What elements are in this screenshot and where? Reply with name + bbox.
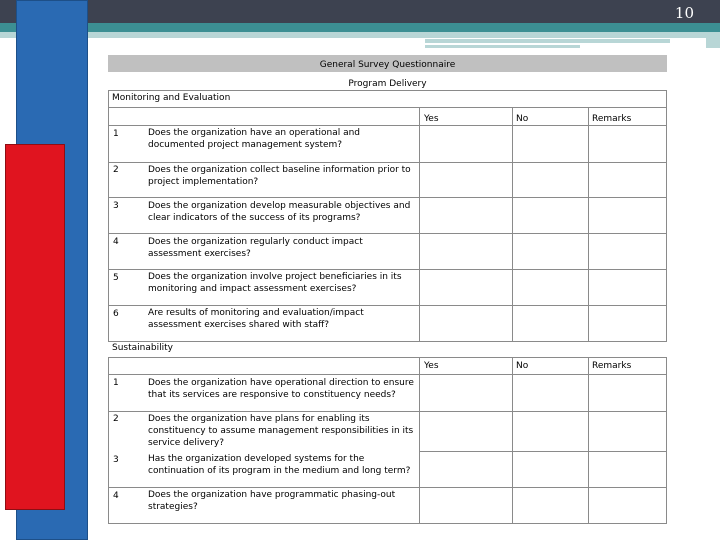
question-text: Does the organization collect baseline information prior to project implementation? — [148, 165, 411, 187]
header-yes: Yes — [424, 114, 439, 124]
header-no: No — [516, 361, 529, 371]
table-line — [108, 341, 667, 342]
question-number: 2 — [113, 165, 119, 175]
table-line — [108, 357, 667, 358]
question-number: 4 — [113, 491, 119, 501]
table-line — [588, 357, 589, 523]
table-line — [108, 233, 667, 234]
table-line — [108, 523, 667, 524]
table-line — [588, 107, 589, 341]
question-text: Are results of monitoring and evaluation/impact assessment exercises shared with staff? — [148, 308, 364, 330]
header-no: No — [516, 114, 529, 124]
table-line — [419, 451, 667, 452]
question-text: Does the organization involve project beneficiaries in its monitoring and impact assessment exercises? — [148, 272, 402, 294]
page-subtitle: Program Delivery — [348, 79, 427, 89]
accent-line — [706, 38, 720, 48]
light-stripe — [0, 32, 720, 38]
table-line — [108, 162, 667, 163]
table-line — [419, 107, 420, 341]
question-number: 3 — [113, 455, 119, 465]
question-number: 1 — [113, 378, 119, 388]
header-remarks: Remarks — [592, 114, 632, 124]
page-title: General Survey Questionnaire — [319, 60, 456, 70]
question-number: 3 — [113, 201, 119, 211]
question-text: Does the organization have an operational and documented project management system? — [148, 128, 361, 150]
table-line — [108, 90, 109, 341]
table-line — [512, 357, 513, 523]
question-text: Does the organization develop measurable objectives and clear indicators of the success of its programs? — [148, 201, 411, 223]
table-line — [108, 90, 667, 91]
table-line — [666, 90, 667, 341]
table-line — [108, 269, 667, 270]
red-decor-bar — [5, 144, 65, 510]
table-line — [512, 107, 513, 341]
table-line — [108, 125, 667, 126]
header-remarks: Remarks — [592, 361, 632, 371]
table-line — [108, 411, 667, 412]
table-line — [108, 305, 667, 306]
question-text: Does the organization have programmatic phasing-out strategies? — [148, 490, 396, 512]
question-number: 2 — [113, 414, 119, 424]
question-text: Does the organization have plans for enabling its constituency to assume management responsibilities in its service delivery? — [148, 414, 414, 448]
table-line — [108, 357, 109, 523]
table-line — [108, 487, 667, 488]
table-line — [108, 107, 667, 108]
header-yes: Yes — [424, 361, 439, 371]
section-title: Sustainability — [112, 343, 173, 353]
table-line — [108, 374, 667, 375]
top-bar — [0, 0, 720, 23]
question-number: 1 — [113, 129, 119, 139]
accent-line — [425, 45, 580, 48]
question-number: 5 — [113, 273, 119, 283]
question-number: 6 — [113, 309, 119, 319]
question-text: Does the organization have operational direction to ensure that its services are responsive to constituency needs? — [148, 378, 414, 400]
teal-stripe — [0, 23, 720, 32]
table-line — [419, 357, 420, 523]
section-title: Monitoring and Evaluation — [112, 93, 231, 103]
accent-line — [425, 39, 670, 43]
question-text: Does the organization regularly conduct impact assessment exercises? — [148, 237, 363, 259]
table-line — [666, 357, 667, 523]
question-text: Has the organization developed systems for the continuation of its program in the medium and long term? — [148, 454, 411, 476]
question-number: 4 — [113, 237, 119, 247]
table-line — [108, 197, 667, 198]
slide-number: 10 — [674, 4, 694, 22]
questionnaire — [108, 55, 667, 525]
